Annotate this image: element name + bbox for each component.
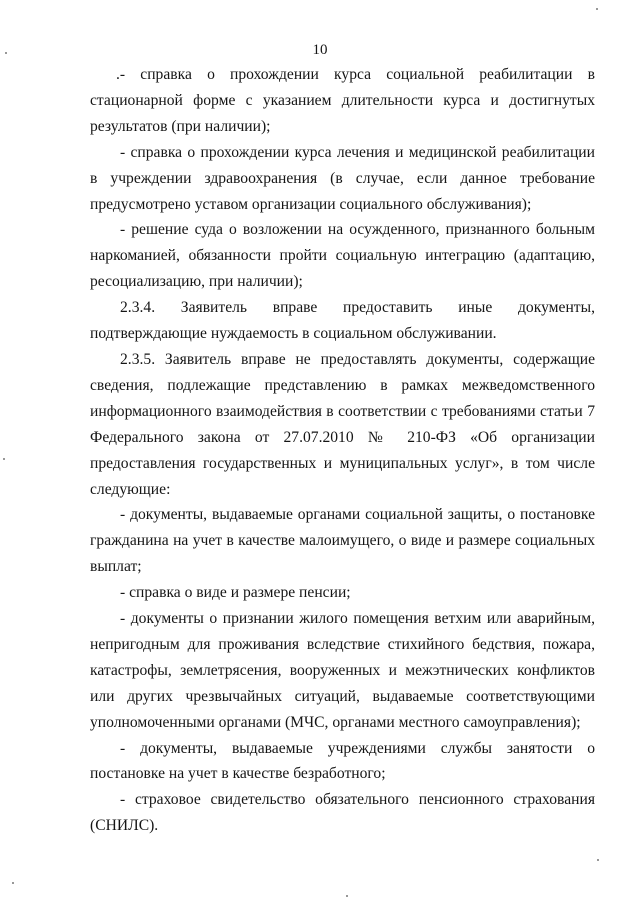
scan-speck	[3, 458, 5, 460]
paragraph-housing-documents: - документы о признании жилого помещения ветхим или аварийным, непригодным для проживания вследствие стихийного бедствия, пожара, катастрофы, землетрясения, вооруженных и межэтнических конфликтов или других чрезвычайных ситуаций, выдаваемые соответствующими уполномоченными органами (МЧС, органами местного самоуправления);	[90, 610, 595, 731]
document-body	[90, 62, 595, 839]
page-number: 10	[312, 42, 328, 58]
scan-speck	[596, 8, 598, 10]
paragraph-medical-rehabilitation-certificate: - справка о прохождении курса лечения и медицинской реабилитации в учреждении здравоохранения (в случае, если данное требование предусмотрено уставом организации социального обслуживания);	[90, 143, 595, 213]
paragraph-2-3-5: 2.3.5. Заявитель вправе не предоставлять документы, содержащие сведения, подлежащие представлению в рамках межведомственного информационного взаимодействия в соответствии с требованиями статьи 7 Федерального закона от 27.07.2010 № 210-ФЗ «Об организации предоставления государственных и муниципальных услуг», в том числе следующие:	[90, 350, 595, 498]
paragraph-court-decision: - решение суда о возложении на осужденного, признанного больным наркоманией, обязанности пройти социальную интеграцию (адаптацию, ресоциализацию, при наличии);	[90, 221, 595, 291]
scan-speck	[12, 882, 14, 884]
paragraph-2-3-4: 2.3.4. Заявитель вправе предоставить иные документы, подтверждающие нуждаемость в социальном обслуживании.	[90, 299, 595, 343]
paragraph-pension-certificate: - справка о виде и размере пенсии;	[120, 584, 351, 602]
scan-speck	[5, 52, 7, 54]
scan-speck	[346, 895, 348, 897]
paragraph-snils: - страховое свидетельство обязательного пенсионного страхования (СНИЛС).	[90, 791, 595, 835]
paragraph-rehabilitation-certificate: .- справка о прохождении курса социальной реабилитации в стационарной форме с указанием длительности курса и достигнутых результатов (при наличии);	[90, 66, 595, 135]
paragraph-social-protection-documents: - документы, выдаваемые органами социальной защиты, о постановке гражданина на учет в качестве малоимущего, о виде и размере социальных выплат;	[90, 506, 595, 576]
paragraph-employment-documents: - документы, выдаваемые учреждениями службы занятости о постановке на учет в качестве безработного;	[90, 739, 595, 783]
scan-speck	[597, 859, 599, 861]
